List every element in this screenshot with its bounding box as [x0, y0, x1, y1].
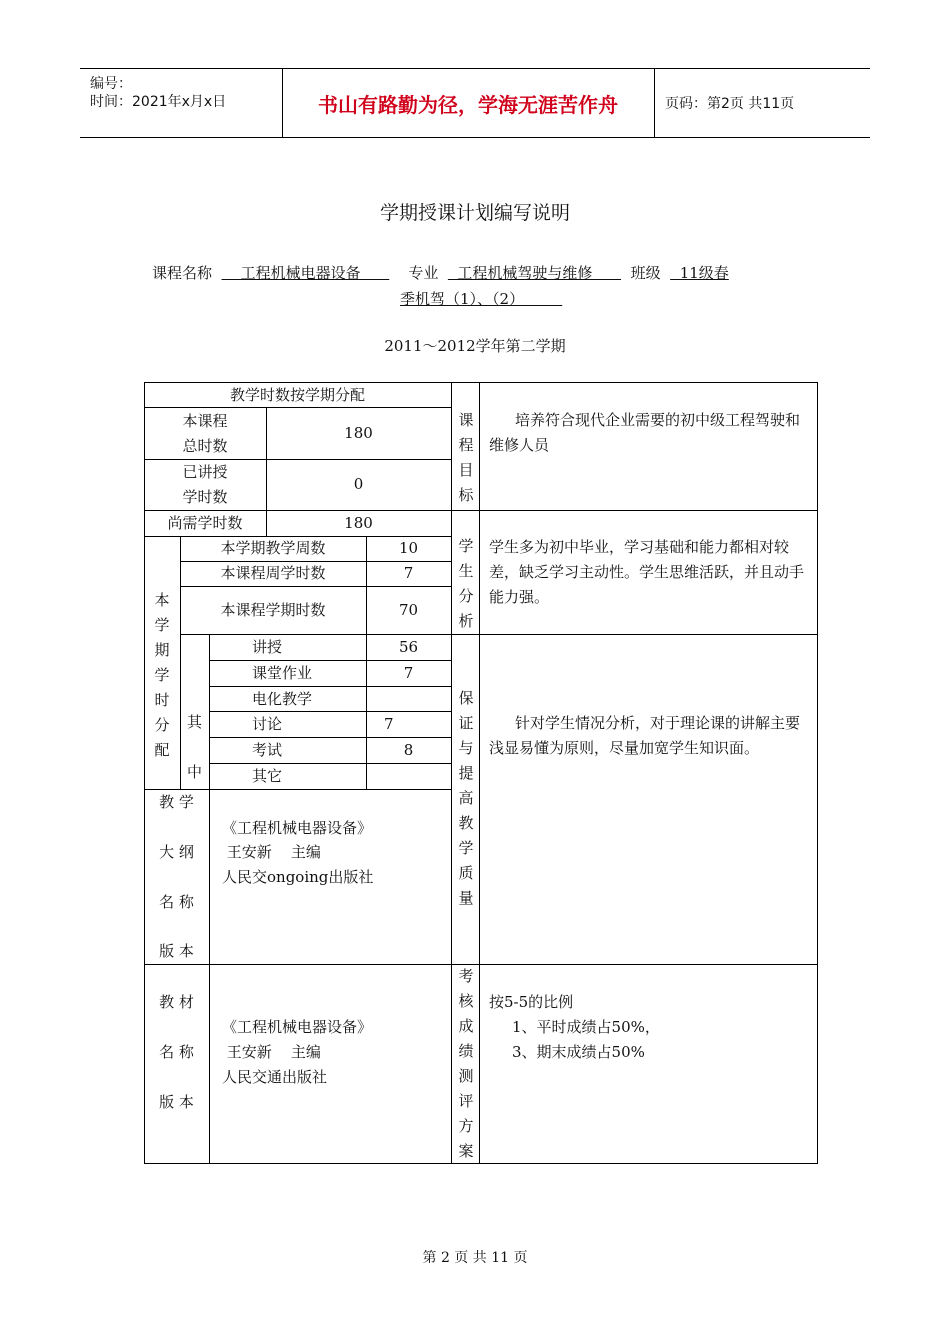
doc-title: 学期授课计划编写说明	[379, 202, 570, 224]
header-meta	[80, 69, 283, 137]
doc-number: 编号：	[90, 76, 132, 92]
total-hours-value: 180	[344, 424, 373, 442]
weekly-hours-value: 7	[403, 564, 414, 582]
item-label: 其它	[252, 767, 283, 785]
item-value: 7	[403, 664, 414, 682]
exam-line: 按5-5的比例	[489, 993, 574, 1011]
major-value: 工程机械驾驶与维修	[447, 264, 622, 282]
item-value: 8	[403, 741, 414, 759]
syllabus-line: 人民交ongoing出版社	[222, 868, 374, 886]
plan-table	[144, 382, 818, 1164]
page-footer: 第 2 页 共 11 页	[422, 1250, 528, 1266]
table-line	[451, 510, 818, 511]
goal-text: 培养符合现代企业需要的初中级工程驾驶和维修人员	[489, 411, 801, 454]
header-page-info: 页码：第2页 共11页	[665, 96, 795, 112]
student-text: 学生多为初中毕业，学习基础和能力都相对较差，缺乏学习主动性。学生思维活跃，并且动手能力强。	[489, 538, 805, 606]
table-border	[144, 1163, 818, 1164]
remaining-value: 180	[344, 514, 373, 532]
hours-header: 教学时数按学期分配	[229, 386, 365, 404]
item-label: 讨论	[252, 715, 283, 733]
total-hours-label-1: 本课程	[182, 412, 228, 430]
syllabus-line: 王安新 主编	[222, 843, 321, 861]
item-label: 课堂作业	[252, 664, 313, 682]
taught-label-2: 学时数	[182, 488, 228, 506]
table-line	[144, 964, 451, 965]
goal-label: 课程目标	[458, 411, 474, 504]
course-label: 课程名称	[152, 264, 213, 282]
page-header	[80, 68, 870, 138]
textbook-line: 《工程机械电器设备》	[222, 1018, 373, 1036]
table-line	[451, 634, 818, 635]
taught-label-1: 已讲授	[182, 463, 228, 481]
class-value-2: 季机驾（1）、（2）	[400, 290, 563, 308]
textbook-label: 教 材	[159, 993, 194, 1011]
remaining-label: 尚需学时数	[167, 514, 243, 532]
total-hours-label-2: 总时数	[182, 437, 228, 455]
exam-line: 3、期末成绩占50%	[512, 1043, 645, 1061]
course-line-1	[152, 260, 812, 286]
table-line	[209, 763, 451, 764]
among-label-2: 中	[186, 763, 202, 781]
semester-alloc-label: 本学期学时分配	[154, 591, 170, 759]
textbook-line: 王安新 主编	[222, 1043, 321, 1061]
syllabus-line: 《工程机械电器设备》	[222, 819, 373, 837]
major-label: 专业	[408, 264, 439, 282]
term: 2011～2012学年第二学期	[384, 337, 566, 355]
table-border	[817, 382, 818, 1164]
among-label-1: 其	[186, 713, 202, 731]
semester-hours-value: 70	[398, 601, 419, 619]
class-value-1: 11级春	[670, 264, 729, 282]
student-label: 学生分析	[458, 537, 474, 630]
semester-hours-label: 本课程学期时数	[220, 601, 326, 619]
textbook-line: 人民交通出版社	[222, 1068, 328, 1086]
course-value: 工程机械电器设备	[221, 264, 390, 282]
table-line	[479, 382, 480, 1164]
syllabus-label: 大 纲	[159, 843, 194, 861]
table-line	[180, 586, 451, 587]
header-motto: 书山有路勤为径，学海无涯苦作舟	[282, 69, 655, 137]
table-line	[209, 686, 451, 687]
table-line	[451, 382, 452, 1164]
class-label: 班级	[630, 264, 661, 282]
textbook-label: 版 本	[159, 1093, 194, 1111]
taught-value: 0	[353, 475, 364, 493]
item-value: 56	[398, 638, 419, 656]
item-label: 讲授	[252, 638, 283, 656]
quality-label: 保证与提高教学质量	[458, 689, 474, 907]
syllabus-label: 教 学	[159, 793, 194, 811]
weekly-hours-label: 本课程周学时数	[220, 564, 326, 582]
table-line	[209, 711, 451, 712]
quality-text: 针对学生情况分析，对于理论课的讲解主要浅显易懂为原则，尽量加宽学生知识面。	[489, 714, 801, 757]
item-label: 考试	[252, 741, 283, 759]
table-line	[209, 789, 210, 1164]
syllabus-label: 版 本	[159, 942, 194, 960]
syllabus-label: 名 称	[159, 893, 194, 911]
textbook-label: 名 称	[159, 1043, 194, 1061]
weeks-value: 10	[398, 539, 419, 557]
doc-time: 时间：2021年x月x日	[90, 94, 227, 110]
item-value: 7	[384, 715, 394, 733]
item-label: 电化教学	[252, 690, 313, 708]
exam-line: 1、平时成绩占50%，	[512, 1018, 660, 1036]
weeks-label: 本学期教学周数	[220, 539, 326, 557]
table-line	[451, 964, 818, 965]
course-info	[152, 260, 812, 312]
exam-label: 考核成绩测评方案	[458, 967, 474, 1160]
course-line-2	[152, 286, 812, 312]
